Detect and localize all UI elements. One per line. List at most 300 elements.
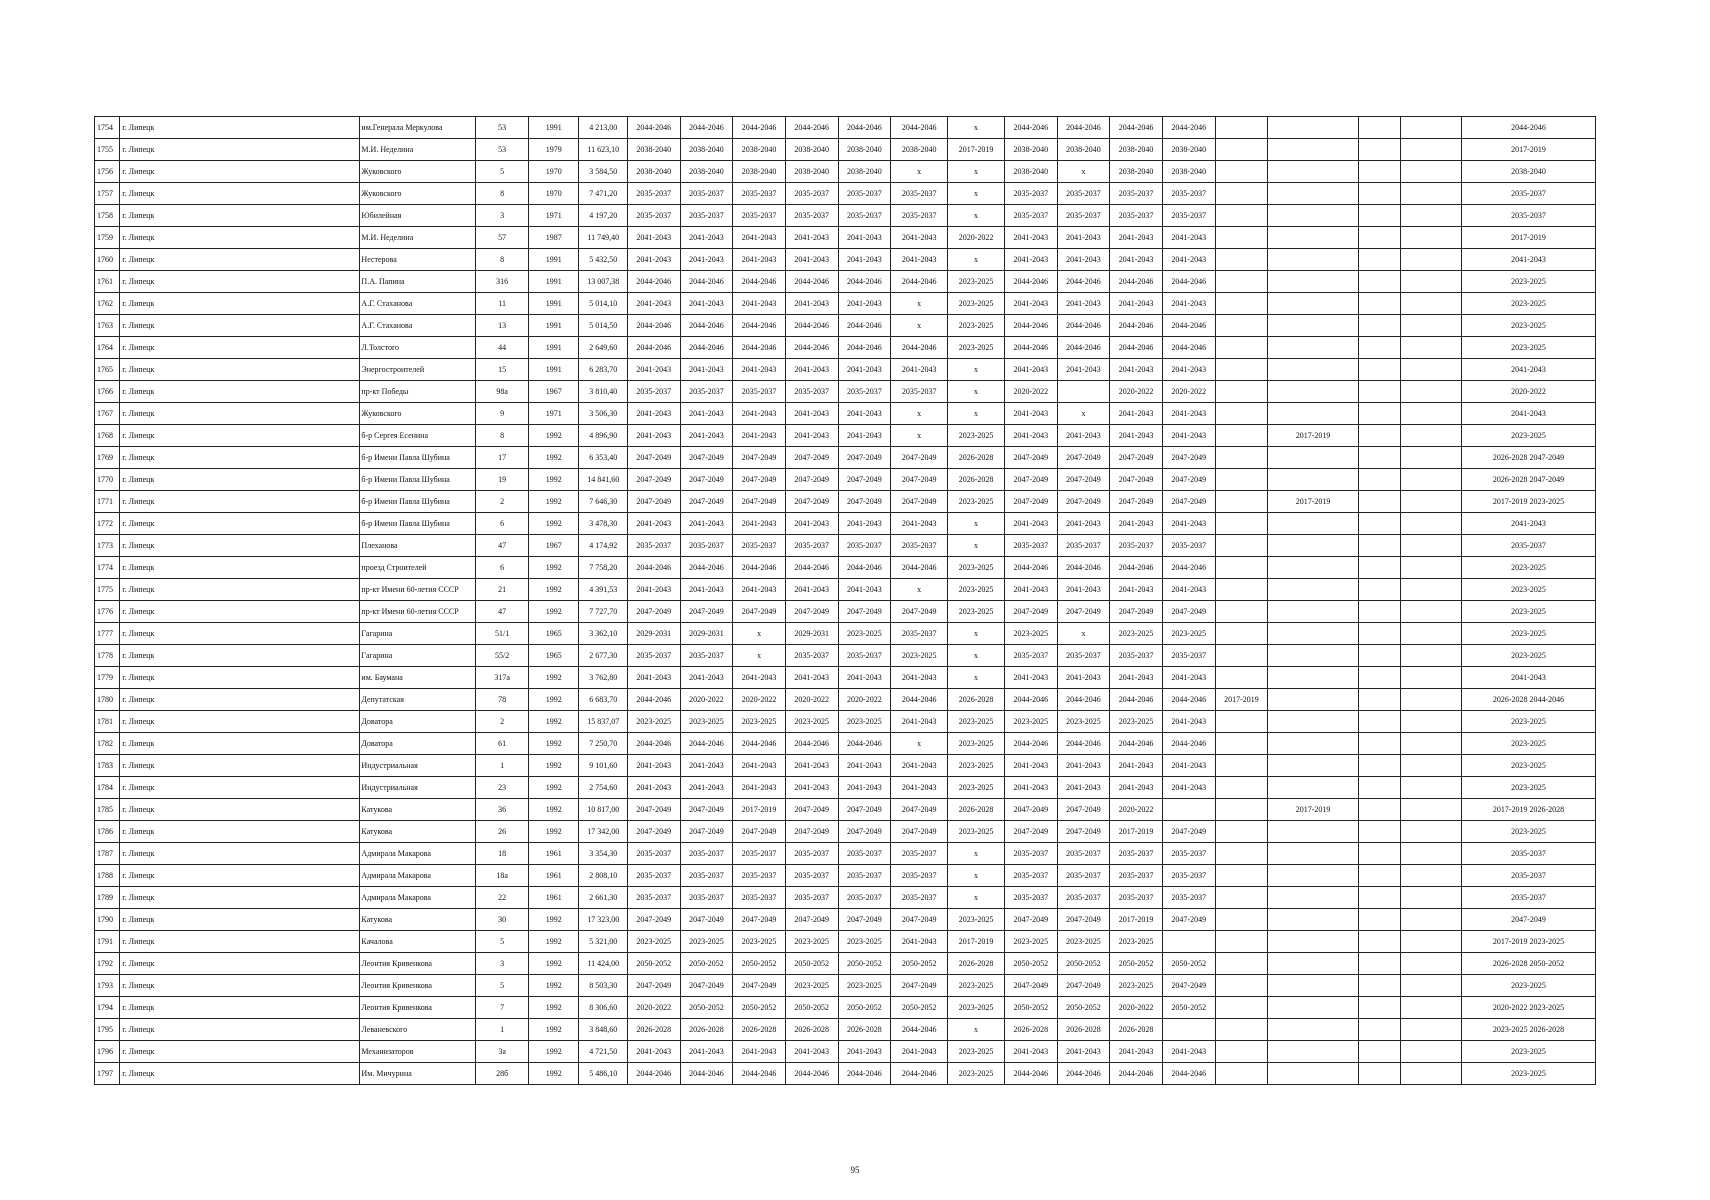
period-cell (1268, 733, 1359, 755)
table-row (95, 381, 1596, 403)
year-cell: 1992 (528, 1063, 579, 1085)
city-cell: г. Липецк (120, 1019, 360, 1041)
area-cell: 5 432,50 (579, 249, 627, 271)
period-cell (1358, 271, 1400, 293)
area-cell: 4 197,20 (579, 205, 627, 227)
period-cell: 2041-2043 (1110, 359, 1163, 381)
period-cell: x (891, 425, 948, 447)
period-cell: 2017-2019 (733, 799, 786, 821)
period-cell: 2041-2043 (627, 1041, 680, 1063)
period-cell: 2035-2037 (1057, 183, 1110, 205)
period-cell (1358, 491, 1400, 513)
period-cell: 2044-2046 (680, 1063, 733, 1085)
period-cell (1268, 139, 1359, 161)
row-number: 1785 (95, 799, 120, 821)
street-cell: проезд Строителей (360, 557, 476, 579)
table-row (95, 1041, 1596, 1063)
city-cell: г. Липецк (120, 205, 360, 227)
period-cell: 2047-2049 (733, 447, 786, 469)
period-cell (1358, 205, 1400, 227)
period-cell: 2035-2037 (785, 183, 838, 205)
period-cell: x (948, 249, 1005, 271)
period-cell: 2047-2049 (891, 821, 948, 843)
period-cell: x (948, 161, 1005, 183)
period-cell: 2035-2037 (1004, 205, 1057, 227)
period-cell: 2035-2037 (785, 887, 838, 909)
area-cell: 3 762,80 (579, 667, 627, 689)
period-cell: 2044-2046 (733, 733, 786, 755)
house-cell: 78 (476, 689, 529, 711)
period-cell: 2035-2037 (1057, 535, 1110, 557)
year-cell: 1991 (528, 337, 579, 359)
row-number: 1778 (95, 645, 120, 667)
table-row (95, 293, 1596, 315)
period-cell (1268, 403, 1359, 425)
period-cell: 2035-2037 (1004, 887, 1057, 909)
table-row (95, 601, 1596, 623)
period-cell: 2047-2049 (838, 469, 891, 491)
period-cell (1268, 843, 1359, 865)
period-cell: 2050-2052 (1162, 997, 1215, 1019)
year-cell: 1961 (528, 887, 579, 909)
table-row (95, 733, 1596, 755)
period-cell: 2041-2043 (785, 227, 838, 249)
period-cell: 2041-2043 (1057, 777, 1110, 799)
row-number: 1771 (95, 491, 120, 513)
period-cell (1358, 403, 1400, 425)
period-cell: 2035-2037 (891, 887, 948, 909)
period-cell: 2047-2049 (1057, 447, 1110, 469)
period-cell: 2044-2046 (733, 337, 786, 359)
period-cell (1268, 1019, 1359, 1041)
area-cell: 3 362,10 (579, 623, 627, 645)
year-cell: 1987 (528, 227, 579, 249)
period-cell: 2047-2049 (680, 447, 733, 469)
period-cell: 2035-2037 (733, 183, 786, 205)
period-cell: 2050-2052 (1057, 997, 1110, 1019)
street-cell: М.И. Неделина (360, 139, 476, 161)
period-cell (1215, 227, 1268, 249)
period-cell: 2026-2028 (785, 1019, 838, 1041)
period-cell: 2035-2037 (1110, 887, 1163, 909)
period-cell: 2026-2028 (948, 447, 1005, 469)
period-cell (1215, 733, 1268, 755)
period-cell: 2041-2043 (1057, 1041, 1110, 1063)
city-cell: г. Липецк (120, 359, 360, 381)
city-cell: г. Липецк (120, 491, 360, 513)
total-period-cell: 2041-2043 (1462, 359, 1596, 381)
year-cell: 1992 (528, 513, 579, 535)
period-cell (1215, 425, 1268, 447)
period-cell (1215, 645, 1268, 667)
period-cell: 2023-2025 (1004, 931, 1057, 953)
period-cell: 2023-2025 (733, 931, 786, 953)
period-cell: 2050-2052 (733, 953, 786, 975)
period-cell: 2035-2037 (838, 535, 891, 557)
period-cell: 2047-2049 (838, 447, 891, 469)
period-cell: 2047-2049 (680, 975, 733, 997)
period-cell (1358, 645, 1400, 667)
period-cell: 2041-2043 (838, 755, 891, 777)
period-cell: 2035-2037 (627, 381, 680, 403)
period-cell: 2044-2046 (1162, 117, 1215, 139)
street-cell: Катукова (360, 821, 476, 843)
house-cell: 1 (476, 1019, 529, 1041)
row-number: 1790 (95, 909, 120, 931)
period-cell: 2041-2043 (627, 227, 680, 249)
area-cell: 17 342,00 (579, 821, 627, 843)
period-cell: 2017-2019 (1268, 491, 1359, 513)
period-cell: 2023-2025 (680, 931, 733, 953)
period-cell: 2047-2049 (1162, 447, 1215, 469)
period-cell: 2041-2043 (1057, 249, 1110, 271)
area-cell: 5 321,00 (579, 931, 627, 953)
period-cell: 2047-2049 (1057, 821, 1110, 843)
period-cell (1400, 1041, 1461, 1063)
period-cell: 2029-2031 (627, 623, 680, 645)
total-period-cell: 2023-2025 (1462, 777, 1596, 799)
table-row (95, 887, 1596, 909)
period-cell: 2044-2046 (838, 337, 891, 359)
house-cell: 22 (476, 887, 529, 909)
period-cell: 2023-2025 (948, 909, 1005, 931)
period-cell: 2041-2043 (838, 359, 891, 381)
period-cell: 2044-2046 (733, 557, 786, 579)
row-number: 1784 (95, 777, 120, 799)
period-cell: 2050-2052 (680, 953, 733, 975)
period-cell: x (948, 667, 1005, 689)
period-cell (1400, 821, 1461, 843)
period-cell: 2041-2043 (785, 359, 838, 381)
period-cell (1215, 887, 1268, 909)
period-cell: 2041-2043 (627, 293, 680, 315)
period-cell (1358, 381, 1400, 403)
city-cell: г. Липецк (120, 1041, 360, 1063)
year-cell: 1965 (528, 623, 579, 645)
period-cell (1400, 183, 1461, 205)
street-cell: им.Генерала Меркулова (360, 117, 476, 139)
row-number: 1787 (95, 843, 120, 865)
period-cell: 2044-2046 (785, 117, 838, 139)
period-cell: 2035-2037 (733, 865, 786, 887)
house-cell: 5 (476, 161, 529, 183)
period-cell: 2047-2049 (1004, 601, 1057, 623)
period-cell (1215, 447, 1268, 469)
period-cell (1268, 337, 1359, 359)
period-cell (1268, 249, 1359, 271)
period-cell (1215, 139, 1268, 161)
period-cell (1268, 1063, 1359, 1085)
row-number: 1761 (95, 271, 120, 293)
year-cell: 1961 (528, 843, 579, 865)
city-cell: г. Липецк (120, 117, 360, 139)
period-cell: 2047-2049 (785, 491, 838, 513)
table-row (95, 491, 1596, 513)
period-cell: 2041-2043 (1162, 777, 1215, 799)
period-cell: 2038-2040 (680, 139, 733, 161)
street-cell: пр-кт Имени 60-летия СССР (360, 579, 476, 601)
street-cell: б-р Имени Павла Шубина (360, 469, 476, 491)
period-cell (1162, 931, 1215, 953)
period-cell: 2047-2049 (838, 491, 891, 513)
city-cell: г. Липецк (120, 887, 360, 909)
period-cell: 2041-2043 (1162, 579, 1215, 601)
period-cell: 2035-2037 (838, 843, 891, 865)
period-cell: 2035-2037 (838, 381, 891, 403)
period-cell: 2017-2019 (948, 931, 1005, 953)
period-cell: 2023-2025 (948, 777, 1005, 799)
period-cell (1215, 601, 1268, 623)
row-number: 1772 (95, 513, 120, 535)
total-period-cell: 2023-2025 (1462, 1041, 1596, 1063)
period-cell: 2044-2046 (785, 337, 838, 359)
period-cell: x (891, 293, 948, 315)
row-number: 1759 (95, 227, 120, 249)
house-cell: 18 (476, 843, 529, 865)
period-cell: 2041-2043 (1110, 249, 1163, 271)
row-number: 1781 (95, 711, 120, 733)
period-cell: 2041-2043 (785, 579, 838, 601)
period-cell: 2041-2043 (627, 359, 680, 381)
area-cell: 5 014,50 (579, 315, 627, 337)
house-cell: 2 (476, 491, 529, 513)
period-cell: 2035-2037 (1057, 205, 1110, 227)
period-cell: 2047-2049 (733, 821, 786, 843)
period-cell: 2035-2037 (891, 205, 948, 227)
house-cell: 8 (476, 249, 529, 271)
period-cell: 2044-2046 (1057, 271, 1110, 293)
period-cell (1215, 931, 1268, 953)
period-cell: 2047-2049 (785, 909, 838, 931)
period-cell: 2041-2043 (627, 249, 680, 271)
row-number: 1788 (95, 865, 120, 887)
period-cell: x (1057, 403, 1110, 425)
period-cell: 2035-2037 (891, 535, 948, 557)
house-cell: 23 (476, 777, 529, 799)
area-cell: 2 677,30 (579, 645, 627, 667)
period-cell: 2041-2043 (1057, 227, 1110, 249)
period-cell (1268, 711, 1359, 733)
period-cell: 2041-2043 (733, 755, 786, 777)
period-cell: 2038-2040 (1110, 139, 1163, 161)
period-cell: 2047-2049 (680, 909, 733, 931)
period-cell: 2044-2046 (1004, 315, 1057, 337)
street-cell: Доватора (360, 711, 476, 733)
period-cell (1268, 865, 1359, 887)
total-period-cell: 2023-2025 (1462, 711, 1596, 733)
city-cell: г. Липецк (120, 953, 360, 975)
city-cell: г. Липецк (120, 535, 360, 557)
period-cell: 2041-2043 (1110, 667, 1163, 689)
period-cell (1358, 513, 1400, 535)
period-cell: 2023-2025 (838, 623, 891, 645)
period-cell: x (948, 183, 1005, 205)
period-cell: 2023-2025 (838, 711, 891, 733)
period-cell: 2044-2046 (1162, 689, 1215, 711)
table-row (95, 689, 1596, 711)
period-cell: 2044-2046 (680, 271, 733, 293)
period-cell: 2035-2037 (733, 381, 786, 403)
period-cell (1268, 931, 1359, 953)
table-row (95, 645, 1596, 667)
row-number: 1762 (95, 293, 120, 315)
period-cell (1358, 1041, 1400, 1063)
period-cell: 2044-2046 (627, 117, 680, 139)
period-cell (1268, 579, 1359, 601)
period-cell: 2020-2022 (1004, 381, 1057, 403)
period-cell: 2041-2043 (838, 403, 891, 425)
city-cell: г. Липецк (120, 227, 360, 249)
period-cell: 2041-2043 (1057, 755, 1110, 777)
row-number: 1755 (95, 139, 120, 161)
period-cell: 2041-2043 (838, 425, 891, 447)
period-cell: 2041-2043 (785, 755, 838, 777)
period-cell: 2050-2052 (785, 953, 838, 975)
period-cell: 2041-2043 (1110, 579, 1163, 601)
period-cell (1268, 161, 1359, 183)
street-cell: Катукова (360, 799, 476, 821)
house-cell: 21 (476, 579, 529, 601)
house-cell: 61 (476, 733, 529, 755)
period-cell (1215, 315, 1268, 337)
area-cell: 8 306,60 (579, 997, 627, 1019)
period-cell (1268, 997, 1359, 1019)
street-cell: Жуковского (360, 183, 476, 205)
period-cell: 2023-2025 (733, 711, 786, 733)
year-cell: 1992 (528, 469, 579, 491)
house-cell: 47 (476, 535, 529, 557)
city-cell: г. Липецк (120, 271, 360, 293)
period-cell: 2035-2037 (1162, 205, 1215, 227)
period-cell (1268, 601, 1359, 623)
period-cell: 2044-2046 (1057, 557, 1110, 579)
period-cell (1268, 117, 1359, 139)
period-cell: 2044-2046 (733, 315, 786, 337)
city-cell: г. Липецк (120, 865, 360, 887)
house-cell: 57 (476, 227, 529, 249)
period-cell (1268, 447, 1359, 469)
period-cell (1268, 359, 1359, 381)
period-cell (1400, 469, 1461, 491)
period-cell (1400, 337, 1461, 359)
period-cell: 2023-2025 (948, 293, 1005, 315)
period-cell (1358, 755, 1400, 777)
period-cell (1400, 931, 1461, 953)
city-cell: г. Липецк (120, 909, 360, 931)
period-cell: x (948, 513, 1005, 535)
period-cell (1215, 1041, 1268, 1063)
period-cell: 2035-2037 (891, 381, 948, 403)
house-cell: 44 (476, 337, 529, 359)
total-period-cell: 2026-2028 2047-2049 (1462, 469, 1596, 491)
house-cell: 7 (476, 997, 529, 1019)
total-period-cell: 2023-2025 (1462, 315, 1596, 337)
total-period-cell: 2023-2025 (1462, 601, 1596, 623)
street-cell: Юбилейная (360, 205, 476, 227)
period-cell: 2035-2037 (627, 183, 680, 205)
period-cell: 2020-2022 (1162, 381, 1215, 403)
period-cell: 2044-2046 (891, 1063, 948, 1085)
area-cell: 7 727,70 (579, 601, 627, 623)
street-cell: б-р Имени Павла Шубина (360, 447, 476, 469)
row-number: 1765 (95, 359, 120, 381)
period-cell: 2023-2025 (948, 557, 1005, 579)
period-cell (1400, 645, 1461, 667)
period-cell: 2035-2037 (785, 865, 838, 887)
total-period-cell: 2017-2019 (1462, 139, 1596, 161)
period-cell: x (1057, 161, 1110, 183)
period-cell: 2023-2025 (838, 975, 891, 997)
period-cell: 2041-2043 (627, 579, 680, 601)
period-cell: 2035-2037 (1162, 865, 1215, 887)
period-cell: 2035-2037 (680, 535, 733, 557)
period-cell (1358, 975, 1400, 997)
period-cell (1358, 535, 1400, 557)
period-cell: 2047-2049 (733, 491, 786, 513)
period-cell: 2041-2043 (1110, 1041, 1163, 1063)
street-cell: Индустриальная (360, 777, 476, 799)
period-cell: 2023-2025 (948, 271, 1005, 293)
area-cell: 7 758,20 (579, 557, 627, 579)
period-cell: 2041-2043 (680, 359, 733, 381)
period-cell (1358, 557, 1400, 579)
house-cell: 5 (476, 931, 529, 953)
period-cell: 2017-2019 (948, 139, 1005, 161)
period-cell: 2020-2022 (785, 689, 838, 711)
period-cell (1400, 579, 1461, 601)
period-cell: 2029-2031 (785, 623, 838, 645)
house-cell: 51/1 (476, 623, 529, 645)
period-cell: 2041-2043 (785, 513, 838, 535)
house-cell: 8 (476, 183, 529, 205)
period-cell: 2041-2043 (1162, 513, 1215, 535)
period-cell: 2047-2049 (1110, 601, 1163, 623)
period-cell: 2035-2037 (627, 887, 680, 909)
period-cell (1358, 469, 1400, 491)
row-number: 1794 (95, 997, 120, 1019)
period-cell (1215, 293, 1268, 315)
period-cell (1268, 887, 1359, 909)
year-cell: 1991 (528, 315, 579, 337)
city-cell: г. Липецк (120, 249, 360, 271)
total-period-cell: 2020-2022 2023-2025 (1462, 997, 1596, 1019)
row-number: 1796 (95, 1041, 120, 1063)
city-cell: г. Липецк (120, 381, 360, 403)
table-row (95, 579, 1596, 601)
period-cell: 2044-2046 (1057, 315, 1110, 337)
year-cell: 1992 (528, 1019, 579, 1041)
period-cell: 2041-2043 (1162, 293, 1215, 315)
area-cell: 3 584,50 (579, 161, 627, 183)
period-cell: 2044-2046 (627, 315, 680, 337)
period-cell: 2038-2040 (680, 161, 733, 183)
area-cell: 4 391,53 (579, 579, 627, 601)
period-cell (1358, 425, 1400, 447)
period-cell: x (948, 843, 1005, 865)
table-row (95, 557, 1596, 579)
period-cell: 2050-2052 (891, 953, 948, 975)
house-cell: 28б (476, 1063, 529, 1085)
total-period-cell: 2023-2025 (1462, 557, 1596, 579)
period-cell: 2044-2046 (1162, 337, 1215, 359)
period-cell: 2026-2028 (948, 799, 1005, 821)
period-cell: 2035-2037 (1110, 865, 1163, 887)
period-cell (1358, 821, 1400, 843)
period-cell (1268, 777, 1359, 799)
house-cell: 9 (476, 403, 529, 425)
period-cell: 2044-2046 (627, 733, 680, 755)
period-cell: 2041-2043 (1110, 777, 1163, 799)
